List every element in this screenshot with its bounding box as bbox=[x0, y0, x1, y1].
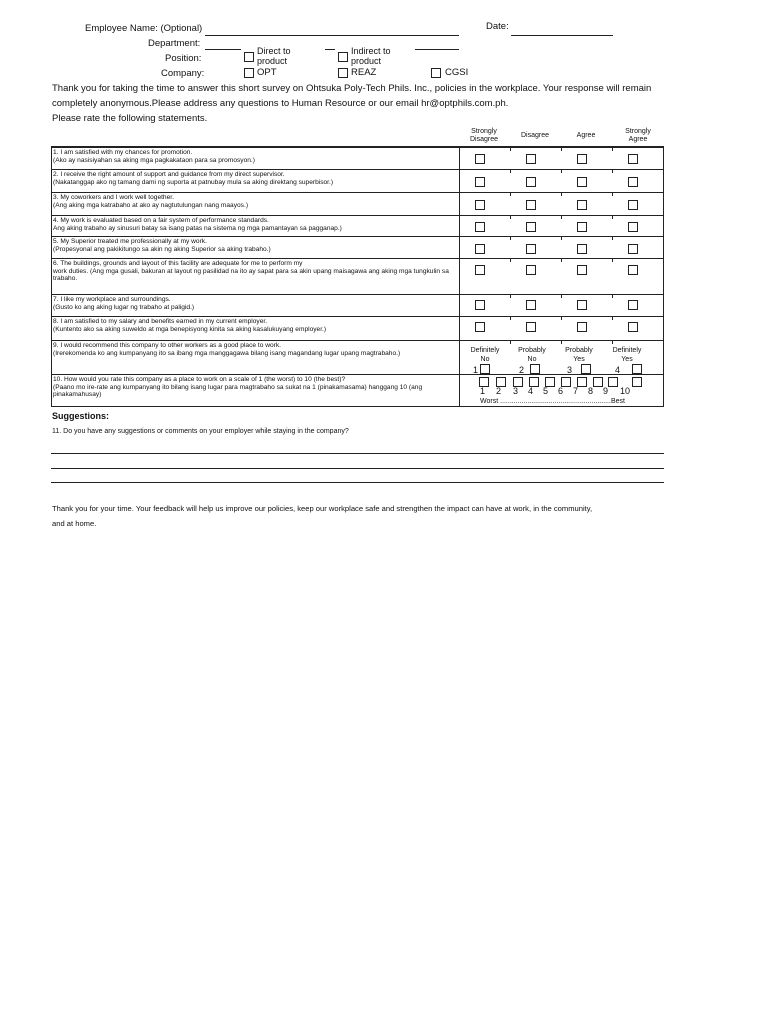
column-tick bbox=[459, 215, 460, 219]
department-label: Department: bbox=[148, 38, 201, 49]
column-tick bbox=[459, 340, 460, 344]
company-opt-label: OPT bbox=[257, 67, 277, 78]
scale-header-disagree: Disagree bbox=[520, 132, 549, 139]
column-tick bbox=[663, 192, 664, 196]
column-tick bbox=[612, 258, 613, 262]
likert-checkbox-q6-opt1[interactable] bbox=[475, 265, 485, 275]
column-tick bbox=[663, 294, 664, 298]
department-field[interactable] bbox=[205, 49, 241, 50]
column-tick bbox=[510, 258, 511, 262]
suggestions-question: 11. Do you have any suggestions or comments on your employer while staying in the company? bbox=[52, 428, 349, 435]
department-line-right bbox=[415, 49, 459, 50]
position-label: Position: bbox=[165, 53, 202, 64]
position-indirect-label: Indirect to product bbox=[351, 46, 391, 66]
recommend-2-checkbox[interactable] bbox=[530, 364, 540, 374]
column-tick bbox=[510, 169, 511, 173]
statement-6: 6. The buildings, grounds and layout of this facility are adequate for me to perform my work duties. (Ang mga gusali, bakuran at layout ng pasilidad na ito ay sapat para sa akin upang maisagawa ang aking mga tungkulin sa trabaho. bbox=[53, 260, 449, 283]
likert-checkbox-q8-opt4[interactable] bbox=[628, 322, 638, 332]
statement-3: 3. My coworkers and I work well together. (Ang aking mga katrabaho at ako ay nagtutulungan nang maayos.) bbox=[53, 194, 249, 209]
intro-line-1: Thank you for taking the time to answer this short survey on Ohtsuka Poly-Tech Phils. Inc., policies in the workplace. Your response will remain bbox=[52, 83, 652, 94]
rating-number: 1 bbox=[480, 386, 486, 396]
likert-checkbox-q3-opt2[interactable] bbox=[526, 200, 536, 210]
statement-9: 9. I would recommend this company to other workers as a good place to work. (Irerekomenda ko ang kumpanyang ito sa ibang mga manggagawa bilang isang magandang lugar upang magtrabaho.) bbox=[53, 342, 401, 357]
rating-number: 9 bbox=[603, 386, 609, 396]
suggestion-answer-line-2[interactable] bbox=[51, 468, 664, 469]
likert-checkbox-q4-opt2[interactable] bbox=[526, 222, 536, 232]
company-reaz-label: REAZ bbox=[351, 67, 377, 78]
column-tick bbox=[561, 316, 562, 320]
column-tick bbox=[459, 316, 460, 320]
intro-line-2: completely anonymous.Please address any questions to Human Resource or our email hr@optphils.com.ph. bbox=[52, 98, 509, 109]
survey-table bbox=[51, 146, 664, 407]
likert-checkbox-q7-opt4[interactable] bbox=[628, 300, 638, 310]
likert-checkbox-q4-opt4[interactable] bbox=[628, 222, 638, 232]
option-probably-no: Probably No bbox=[518, 347, 546, 363]
position-direct-checkbox[interactable] bbox=[244, 52, 254, 62]
suggestion-answer-line-3[interactable] bbox=[51, 482, 664, 483]
likert-checkbox-q2-opt4[interactable] bbox=[628, 177, 638, 187]
suggestion-answer-line-1[interactable] bbox=[51, 453, 664, 454]
column-tick bbox=[510, 294, 511, 298]
rating-number: 2 bbox=[496, 386, 502, 396]
column-tick bbox=[663, 147, 664, 151]
rating-number: 10 bbox=[620, 386, 631, 396]
column-tick bbox=[561, 147, 562, 151]
option-definitely-yes: Definitely Yes bbox=[612, 347, 642, 363]
rating-10-checkbox[interactable] bbox=[632, 377, 642, 387]
department-line-mid bbox=[325, 49, 335, 50]
column-tick bbox=[663, 236, 664, 240]
likert-checkbox-q3-opt4[interactable] bbox=[628, 200, 638, 210]
footer-text: Thank you for your time. Your feedback will help us improve our policies, keep our workplace safe and strengthen the impact can have at work, in the community, and at home. bbox=[52, 504, 593, 528]
likert-checkbox-q8-opt2[interactable] bbox=[526, 322, 536, 332]
table-row bbox=[52, 147, 663, 170]
column-tick bbox=[459, 192, 460, 196]
likert-checkbox-q4-opt1[interactable] bbox=[475, 222, 485, 232]
table-row bbox=[52, 192, 663, 216]
date-field[interactable] bbox=[511, 35, 613, 36]
column-tick bbox=[612, 215, 613, 219]
rating-8-checkbox[interactable] bbox=[593, 377, 603, 387]
likert-checkbox-q1-opt1[interactable] bbox=[475, 154, 485, 164]
scale-header-strongly-agree: Strongly Agree bbox=[625, 128, 651, 143]
column-tick bbox=[612, 294, 613, 298]
column-tick bbox=[510, 192, 511, 196]
rating-9-checkbox[interactable] bbox=[608, 377, 618, 387]
likert-checkbox-q8-opt1[interactable] bbox=[475, 322, 485, 332]
rating-number: 4 bbox=[528, 386, 534, 396]
recommend-4-checkbox[interactable] bbox=[632, 364, 642, 374]
recommend-num-1: 1 bbox=[473, 365, 479, 375]
column-tick bbox=[612, 192, 613, 196]
likert-checkbox-q6-opt4[interactable] bbox=[628, 265, 638, 275]
column-tick bbox=[663, 340, 664, 344]
date-label: Date: bbox=[486, 21, 509, 32]
column-tick bbox=[510, 147, 511, 151]
company-opt-checkbox[interactable] bbox=[244, 68, 254, 78]
likert-checkbox-q6-opt3[interactable] bbox=[577, 265, 587, 275]
column-tick bbox=[459, 147, 460, 151]
company-cgsi-label: CGSI bbox=[445, 67, 469, 78]
column-tick bbox=[561, 215, 562, 219]
column-tick bbox=[561, 340, 562, 344]
column-tick bbox=[510, 236, 511, 240]
column-tick bbox=[459, 294, 460, 298]
likert-checkbox-q1-opt4[interactable] bbox=[628, 154, 638, 164]
likert-checkbox-q8-opt3[interactable] bbox=[577, 322, 587, 332]
statement-7: 7. I like my workplace and surroundings. (Gusto ko ang aking lugar ng trabaho at paligid.) bbox=[53, 296, 195, 311]
likert-checkbox-q7-opt2[interactable] bbox=[526, 300, 536, 310]
column-tick bbox=[510, 340, 511, 344]
rating-number: 3 bbox=[513, 386, 519, 396]
column-tick bbox=[561, 192, 562, 196]
table-row bbox=[52, 215, 663, 237]
recommend-num-3: 3 bbox=[567, 365, 573, 375]
column-tick bbox=[510, 316, 511, 320]
likert-checkbox-q5-opt3[interactable] bbox=[577, 244, 587, 254]
column-tick bbox=[663, 316, 664, 320]
likert-checkbox-q2-opt2[interactable] bbox=[526, 177, 536, 187]
column-tick bbox=[561, 258, 562, 262]
position-indirect-checkbox[interactable] bbox=[338, 52, 348, 62]
company-label: Company: bbox=[161, 68, 205, 79]
suggestions-title: Suggestions: bbox=[52, 411, 110, 421]
option-probably-yes: Probably Yes bbox=[565, 347, 593, 363]
rating-number: 7 bbox=[573, 386, 579, 396]
table-row bbox=[52, 169, 663, 193]
position-direct-label: Direct to product bbox=[257, 46, 291, 66]
statement-4: 4. My work is evaluated based on a fair system of performance standards. Ang aking trabaho ay sinusuri batay sa isang patas na sistema ng mga pamantayan sa pagganap.) bbox=[53, 217, 342, 232]
statement-8: 8. I am satisfied to my salary and benefits earned in my current employer. (Kuntento ako sa aking suweldo at mga benepisyong kinita sa aking kasalukuyang employer.) bbox=[53, 318, 327, 333]
rating-number: 6 bbox=[558, 386, 564, 396]
likert-checkbox-q6-opt2[interactable] bbox=[526, 265, 536, 275]
likert-checkbox-q5-opt1[interactable] bbox=[475, 244, 485, 254]
likert-checkbox-q4-opt3[interactable] bbox=[577, 222, 587, 232]
column-tick bbox=[459, 169, 460, 173]
column-tick bbox=[612, 147, 613, 151]
table-row bbox=[52, 258, 663, 295]
table-row bbox=[52, 294, 663, 317]
statement-2: 2. I receive the right amount of support and guidance from my direct supervisor. (Nakatanggap ako ng tamang dami ng suporta at patnubay mula sa aking direktang superbisor.) bbox=[53, 171, 334, 186]
column-tick bbox=[561, 294, 562, 298]
likert-checkbox-q1-opt3[interactable] bbox=[577, 154, 587, 164]
column-tick bbox=[612, 340, 613, 344]
company-reaz-checkbox[interactable] bbox=[338, 68, 348, 78]
table-row bbox=[52, 236, 663, 259]
statement-5: 5. My Superior treated me professionally at my work. (Propesyonal ang pakikitungo sa akin ng aking Superior sa aking trabaho.) bbox=[53, 238, 271, 253]
likert-checkbox-q7-opt3[interactable] bbox=[577, 300, 587, 310]
likert-checkbox-q2-opt3[interactable] bbox=[577, 177, 587, 187]
scale-header-agree: Agree bbox=[576, 132, 596, 139]
column-tick bbox=[663, 215, 664, 219]
column-tick bbox=[510, 215, 511, 219]
intro-line-3: Please rate the following statements. bbox=[52, 113, 208, 124]
column-tick bbox=[612, 316, 613, 320]
recommend-num-4: 4 bbox=[615, 365, 621, 375]
likert-checkbox-q5-opt2[interactable] bbox=[526, 244, 536, 254]
column-tick bbox=[459, 258, 460, 262]
recommend-num-2: 2 bbox=[519, 365, 525, 375]
column-tick bbox=[663, 169, 664, 173]
column-tick bbox=[561, 236, 562, 240]
likert-checkbox-q5-opt4[interactable] bbox=[628, 244, 638, 254]
column-tick bbox=[612, 236, 613, 240]
table-row bbox=[52, 316, 663, 341]
rating-number: 8 bbox=[588, 386, 594, 396]
scale-header-strongly-disagree: Strongly Disagree bbox=[469, 128, 498, 143]
recommend-1-checkbox[interactable] bbox=[480, 364, 490, 374]
employee-name-label: Employee Name: (Optional) bbox=[85, 23, 203, 34]
rating-7-checkbox[interactable] bbox=[577, 377, 587, 387]
employee-name-field[interactable] bbox=[205, 35, 459, 36]
recommend-3-checkbox[interactable] bbox=[581, 364, 591, 374]
likert-checkbox-q2-opt1[interactable] bbox=[475, 177, 485, 187]
option-definitely-no: Definitely No bbox=[470, 347, 500, 363]
likert-checkbox-q1-opt2[interactable] bbox=[526, 154, 536, 164]
column-tick bbox=[459, 236, 460, 240]
likert-checkbox-q3-opt1[interactable] bbox=[475, 200, 485, 210]
likert-checkbox-q7-opt1[interactable] bbox=[475, 300, 485, 310]
statement-1: 1. I am satisfied with my chances for promotion. (Ako ay nasisiyahan sa aking mga pagkakataon para sa promosyon.) bbox=[53, 149, 255, 164]
company-cgsi-checkbox[interactable] bbox=[431, 68, 441, 78]
rating-scale-text: Worst .........................................................Best bbox=[480, 398, 625, 405]
column-tick bbox=[663, 258, 664, 262]
rating-number: 5 bbox=[543, 386, 549, 396]
column-tick bbox=[561, 169, 562, 173]
column-tick bbox=[612, 169, 613, 173]
statement-10: 10. How would you rate this company as a place to work on a scale of 1 (the worst) to 10 (the best)? (Paano mo ire-rate ang kumpanyang ito bilang isang lugar para magtrabaho sa sukat na 1 (pinakamasama) hanggang 10 (ang pinakamahusay) bbox=[53, 376, 423, 399]
likert-checkbox-q3-opt3[interactable] bbox=[577, 200, 587, 210]
